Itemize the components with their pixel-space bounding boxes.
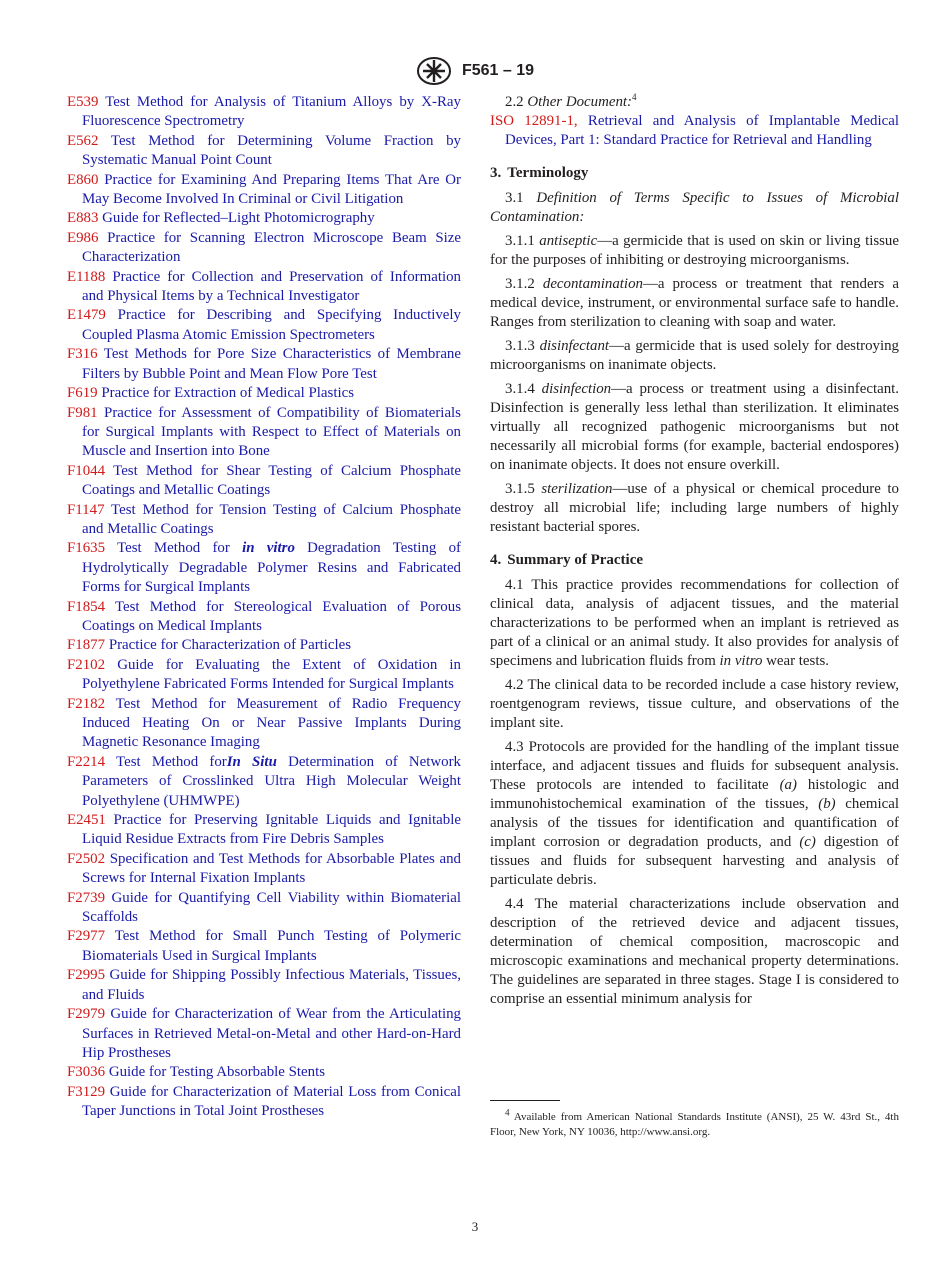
other-document-heading: 2.2 Other Document:$^4$ [505,92,637,110]
reference-item[interactable]: E1479 Practice for Describing and Specifying Inductively Coupled Plasma Atomic Emission Spectrometers [67,307,461,343]
reference-item[interactable]: E986 Practice for Scanning Electron Microscope Beam Size Characterization [67,229,461,266]
reference-item[interactable]: F1877 Practice for Characterization of Particles [67,637,352,654]
reference-item[interactable]: E860 Practice for Examining And Preparing Items That Are Or May Become Involved In Criminal or Civil Litigation [67,171,461,208]
summary-paragraph-4-2: 4.2 The clinical data to be recorded include a case history review, roentgenogram reviews, tissue culture, and observations of the implant site. [490,677,899,731]
section-4-heading: 4. Summary of Practice [490,552,644,568]
right-column [490,93,899,1014]
reference-item[interactable]: F2502 Specification and Test Methods for Absorbable Plates and Screws for Internal Fixation Implants [67,850,461,887]
reference-item[interactable]: F619 Practice for Extraction of Medical Plastics [67,385,354,402]
reference-item[interactable]: F2977 Test Method for Small Punch Testing of Polymeric Biomaterials Used in Surgical Implants [67,928,461,964]
term-definition: 3.1.4 disinfection—a process or treatment using a disinfectant. Disinfection is generally less lethal than sterilization. It eliminates virtually all recognized pathogenic microorganisms but not necessarily all microbial forms (for example, bacterial endospores) on inanimate objects. It does not ensure overkill. [490,381,899,473]
reference-item[interactable]: F3129 Guide for Characterization of Material Loss from Conical Taper Junctions in Total Joint Prostheses [67,1083,461,1120]
reference-item[interactable]: F2995 Guide for Shipping Possibly Infectious Materials, Tissues, and Fluids [67,967,461,1003]
reference-item[interactable]: F981 Practice for Assessment of Compatibility of Biomaterials for Surgical Implants with Respect to Effect of Materials on Muscle and Insertion into Bone [67,404,461,460]
reference-item[interactable]: F1147 Test Method for Tension Testing of Calcium Phosphate and Metallic Coatings [67,501,461,537]
reference-item[interactable]: F2102 Guide for Evaluating the Extent of Oxidation in Polyethylene Fabricated Forms Intended for Surgical Implants [67,656,461,693]
summary-paragraph-4-4: 4.4 The material characterizations include observation and description of the retrieved device and adjacent tissues, determination of chemical composition, macroscopic and microscopic examinations and mechanical property determinations. The guidelines are separated in three stages. Stage I is considered to comprise an essential minimum analysis for [490,896,899,1007]
footnote: $^4$ Available from American National Standards Institute (ANSI), 25 W. 43rd St., 4th Floor, New York, NY 10036, http://www.ansi.org. [490,1107,899,1138]
reference-item[interactable]: F1854 Test Method for Stereological Evaluation of Porous Coatings on Medical Implants [67,598,461,634]
reference-item[interactable]: F2182 Test Method for Measurement of Radio Frequency Induced Heating On or Near Passive Implants During Magnetic Resonance Imaging [67,695,461,751]
section-3-heading: 3. Terminology [490,165,589,181]
reference-item[interactable]: F3036 Guide for Testing Absorbable Stents [67,1064,326,1081]
summary-paragraph-4-3: 4.3 Protocols are provided for the handling of the implant tissue interface, and adjacent tissues and fluids for subsequent analysis. These protocols are intended to facilitate (a) histologic and immunohistochemical examination of the tissues, (b) chemical analysis of the tissues for identification and quantification of implant corrosion or degradation products, and (c) digestion of tissues and fluids for subsequent harvesting and analysis of particulate debris. [490,739,899,888]
reference-item[interactable]: E539 Test Method for Analysis of Titanium Alloys by X-Ray Fluorescence Spectrometry [67,94,461,130]
referenced-documents-list [67,93,461,1122]
page-header [0,56,950,86]
reference-item[interactable]: F2214 Test Method forIn Situ Determination of Network Parameters of Crosslinked Ultra High Molecular Weight Polyethylene (UHMWPE) [67,753,461,809]
designation: F561 – 19 [461,62,535,79]
reference-item[interactable]: F2739 Guide for Quantifying Cell Viability within Biomaterial Scaffolds [67,889,461,926]
reference-item[interactable]: F1044 Test Method for Shear Testing of Calcium Phosphate Coatings and Metallic Coatings [67,462,461,499]
reference-item[interactable]: F316 Test Methods for Pore Size Characteristics of Membrane Filters by Bubble Point and Mean Flow Pore Test [67,346,461,382]
reference-item[interactable]: E2451 Practice for Preserving Ignitable Liquids and Ignitable Liquid Residue Extracts from Fire Debris Samples [67,812,461,848]
reference-item[interactable]: E883 Guide for Reflected–Light Photomicrography [67,210,375,227]
summary-paragraph-4-1: 4.1 This practice provides recommendations for collection of clinical data, analysis of adjacent tissues, and the material characterizations to be performed when an implant is retrieved as part of a clinical or an animal study. It also provides for analysis of specimens and lubrication fluids from in vitro wear tests. [490,577,899,669]
term-definition: 3.1.5 sterilization—use of a physical or chemical procedure to destroy all microbial life; including large numbers of highly resistant bacterial spores. [490,481,899,535]
page-number: 3 [471,1219,479,1234]
term-definition: 3.1.3 disinfectant—a germicide that is used solely for destroying microorganisms on inanimate objects. [490,338,899,373]
reference-item[interactable]: E562 Test Method for Determining Volume Fraction by Systematic Manual Point Count [67,132,461,169]
reference-item[interactable]: E1188 Practice for Collection and Preservation of Information and Physical Items by a Technical Investigator [67,268,461,305]
term-definition: 3.1.2 decontamination—a process or treatment that renders a medical device, instrument, or environmental surface safe to handle. Ranges from sterilization to cleaning with soap and water. [490,276,899,330]
footnote-rule [490,1100,560,1101]
term-definition: 3.1.1 antiseptic—a germicide that is used on skin or living tissue for the purposes of inhibiting or destroying microorganisms. [490,233,899,268]
iso-reference[interactable]: ISO 12891-1, Retrieval and Analysis of Implantable Medical Devices, Part 1: Standard Practice for Retrieval and Handling [490,113,899,148]
astm-logo [416,56,452,86]
reference-item[interactable]: F1635 Test Method for in vitro Degradation Testing of Hydrolytically Degradable Polymer Resins and Fabricated Forms for Surgical Implants [67,540,461,596]
reference-item[interactable]: F2979 Guide for Characterization of Wear from the Articulating Surfaces in Retrieved Metal-on-Metal and other Hard-on-Hard Hip Prostheses [67,1006,461,1061]
definitions-subheading: 3.1 Definition of Terms Specific to Issues of Microbial Contamination: [490,190,899,225]
terms-list [490,232,899,537]
